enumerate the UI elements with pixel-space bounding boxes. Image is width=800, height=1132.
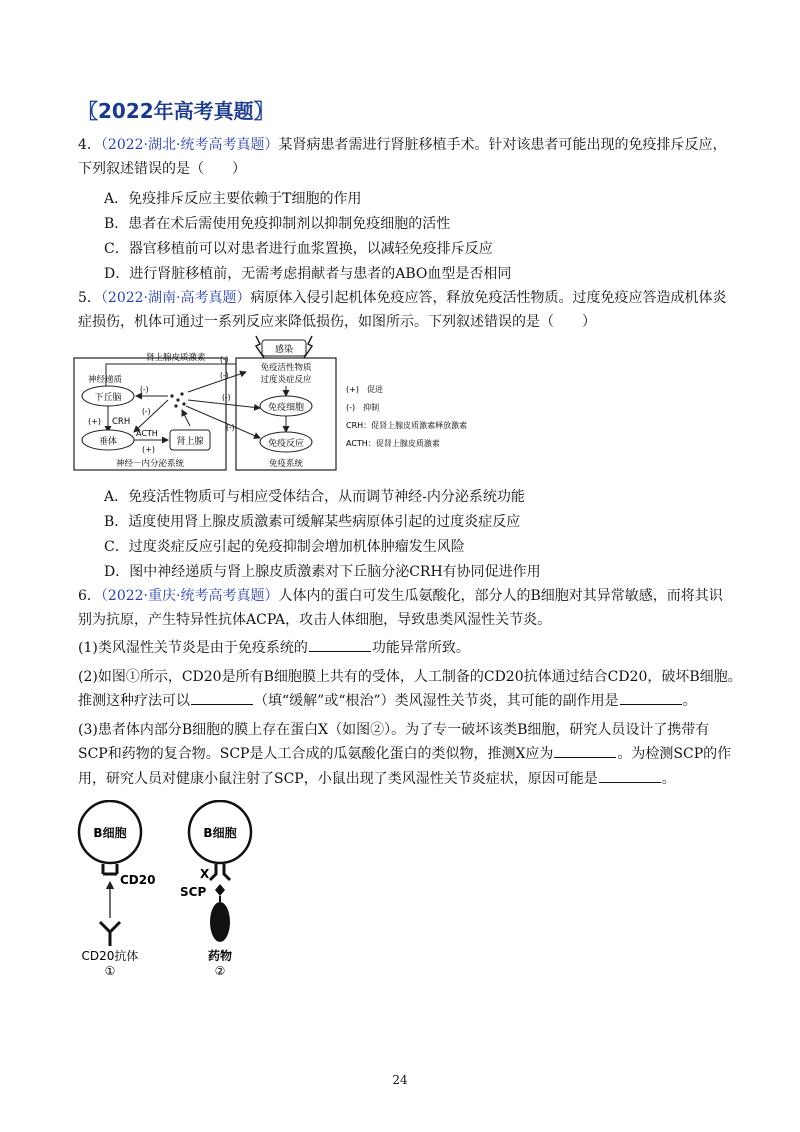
- q6-p1-tail: 功能异常所致。: [371, 640, 470, 656]
- corticoid-to-active-arrow: [188, 372, 246, 392]
- q4-option-c: C．器官移植前可以对患者进行血浆置换，以减轻免疫排斥反应: [104, 241, 493, 257]
- cd20-receptor-icon: [103, 864, 117, 874]
- x-label: X: [200, 867, 210, 881]
- crh-label: CRH: [112, 417, 131, 427]
- cd20-antibody-label: CD20抗体: [81, 949, 139, 963]
- q4-option-a: A．免疫排斥反应主要依赖于T细胞的作用: [104, 191, 362, 207]
- drug-label: 药物: [207, 949, 233, 963]
- corticoid-minus: (-): [220, 355, 229, 364]
- q5-source: （2022·湖南·高考真题）: [100, 290, 251, 306]
- acth-label: ACTH: [136, 429, 158, 438]
- q5-stem1: 病原体入侵引起机体免疫应答，释放免疫活性物质。过度免疫应答造成机体炎: [250, 290, 727, 306]
- drug-icon: [210, 902, 230, 942]
- q6-p3-text: SCP和药物的复合物。SCP是人工合成的瓜氨酸化蛋白的类似物，推测X应为: [78, 746, 554, 762]
- legend-acth: ACTH：促肾上腺皮质激素: [346, 439, 440, 448]
- adrenal-label: 肾上腺: [176, 437, 204, 447]
- active-minus: (-): [220, 371, 229, 380]
- immune-active-label-1: 免疫活性物质: [260, 363, 312, 373]
- neuro-endocrine-system-label: 神经－内分泌系统: [115, 459, 185, 469]
- protein-x-icon: [210, 864, 230, 880]
- q6-part3-line1: (3)患者体内部分B细胞的膜上存在蛋白X（如图②）。为了专一破坏该类B细胞，研究人员设计了携带有: [78, 722, 710, 738]
- q4-stem-line2: 下列叙述错误的是（ ）: [78, 161, 246, 177]
- corticoid-to-pituitary-arrow: [134, 400, 168, 432]
- q6-part2-line2: [78, 690, 697, 710]
- q5-stem-line2: 症损伤，机体可通过一系列反应来降低损伤，如图所示。下列叙述错误的是（ ）: [78, 314, 596, 330]
- adrenal-to-corticoid-arrow: [182, 410, 190, 426]
- legend-plus: (+) 促进: [346, 385, 383, 394]
- q6-blank-5[interactable]: [599, 770, 661, 783]
- q4-number: 4．: [78, 137, 101, 153]
- q6-p3-text2: 用，研究人员对健康小鼠注射了SCP，小鼠出现了类风湿性关节炎症状，原因可能是: [78, 771, 598, 787]
- q6-blank-2[interactable]: [191, 692, 253, 705]
- response-minus: (-): [226, 423, 235, 432]
- q4-option-d: D．进行肾脏移植前，无需考虑捐献者与患者的ABO血型是否相同: [104, 266, 512, 282]
- pituitary-minus: (-): [142, 407, 151, 416]
- hypothalamus-minus: (-): [140, 385, 149, 394]
- q6-p1-text: (1)类风湿性关节炎是由于免疫系统的: [78, 640, 308, 656]
- q6-stem-line1: [78, 585, 723, 607]
- figure-label-2: ②: [214, 964, 226, 978]
- q4-option-b: B．患者在术后需使用免疫抑制剂以抑制免疫细胞的活性: [104, 216, 451, 232]
- b-cell-1-label: B细胞: [93, 826, 127, 840]
- q6-blank-1[interactable]: [309, 639, 371, 652]
- neurotransmitter-label: 神经递质: [88, 375, 123, 385]
- cd20-antibody-icon: [100, 922, 120, 946]
- q5-option-b: B．适度使用肾上腺皮质激素可缓解某些病原体引起的过度炎症反应: [104, 514, 521, 530]
- q5-option-d: D．图中神经递质与肾上腺皮质激素对下丘脑分泌CRH有协同促进作用: [104, 564, 541, 580]
- q6-part1: [78, 637, 470, 657]
- b-cell-2-label: B细胞: [203, 826, 237, 840]
- q5-option-c: C．过度炎症反应引起的免疫抑制会增加机体肿瘤发生风险: [104, 539, 465, 555]
- q6-p2-end: 。: [682, 693, 697, 709]
- q6-p2-mid: （填“缓解”或“根治”）类风湿性关节炎，其可能的副作用是: [254, 693, 619, 709]
- immune-regulation-diagram: [70, 334, 490, 476]
- cell-minus: (-): [222, 393, 231, 402]
- acth-plus: (+): [142, 445, 155, 454]
- q6-number: 6．: [78, 588, 101, 604]
- q6-part3-line2: [78, 743, 731, 763]
- q5-number: 5．: [78, 290, 101, 306]
- b-cell-figure: [72, 800, 262, 978]
- q6-part3-line3: [78, 768, 676, 788]
- pituitary-label: 垂体: [98, 437, 118, 447]
- scp-label: SCP: [180, 885, 207, 899]
- legend-crh: CRH：促肾上腺皮质激素释放激素: [346, 421, 468, 430]
- immune-system-label: 免疫系统: [268, 459, 304, 469]
- crh-plus: (+): [88, 417, 101, 426]
- q4-stem-line1: [78, 134, 726, 156]
- figure-label-1: ①: [104, 964, 116, 978]
- infection-label: 感染: [274, 345, 294, 355]
- scp-icon: [215, 884, 225, 896]
- q6-blank-4[interactable]: [554, 745, 616, 758]
- q5-option-a: A．免疫活性物质可与相应受体结合，从而调节神经-内分泌系统功能: [104, 489, 525, 505]
- immune-active-label-2: 过度炎症反应: [260, 375, 312, 385]
- q6-part2-line1: (2)如图①所示，CD20是所有B细胞膜上共有的受体，人工制备的CD20抗体通过结合CD20，破坏B细胞。: [78, 669, 742, 685]
- legend-minus: (-) 抑制: [346, 403, 380, 412]
- feedback-arrow: [106, 364, 236, 392]
- immune-response-label: 免疫反应: [267, 439, 305, 449]
- page-number: 24: [392, 1073, 408, 1087]
- q6-blank-3[interactable]: [620, 692, 682, 705]
- q5-stem-line1: [78, 287, 726, 309]
- q4-source: （2022·湖北·统考高考真题）: [100, 137, 279, 153]
- cd20-label: CD20: [120, 873, 156, 887]
- q6-stem-line2: 别为抗原，产生特异性抗体ACPA，攻击人体细胞，导致患类风湿性关节炎。: [78, 612, 552, 628]
- section-title: 〖2022年高考真题〗: [78, 99, 274, 123]
- q6-stem1: 人体内的蛋白可发生瓜氨酸化，部分人的B细胞对其异常敏感，而将其识: [278, 588, 723, 604]
- q6-p3-mid: 。为检测SCP的作: [617, 746, 732, 762]
- q6-p3-end: 。: [661, 771, 676, 787]
- q6-source: （2022·重庆·统考高考真题）: [100, 588, 279, 604]
- q6-p2-text: 推测这种疗法可以: [78, 693, 190, 709]
- hypothalamus-label: 下丘脑: [94, 393, 122, 403]
- immune-cell-label: 免疫细胞: [267, 403, 305, 413]
- q4-stem1: 某肾病患者需进行肾脏移植手术。针对该患者可能出现的免疫排斥反应，: [278, 137, 727, 153]
- corticoid-label: 肾上腺皮质激素: [146, 353, 206, 363]
